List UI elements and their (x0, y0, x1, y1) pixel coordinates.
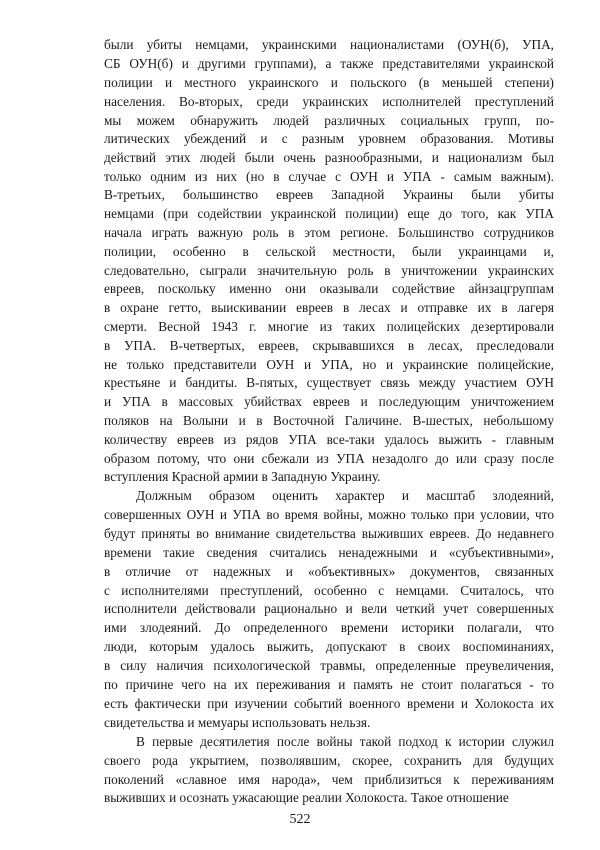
text-line: В первые десятилетия после войны такой подход к истории служил (136, 734, 554, 749)
text-line: крестьяне и бандиты. В-пятых, существует связь между участием ОУН (104, 375, 554, 390)
text-line: совершенных ОУН и УПА во время войны, можно только при условии, что (104, 507, 554, 522)
text-line: в УПА. В-четвертых, евреев, скрывавшихся в лесах, преследовали (104, 338, 554, 353)
text-line: люди, которым удалось выжить, допускают в своих воспоминаниях, (104, 639, 554, 654)
text-line: исполнители действовали рационально и вели четкий учет совершенных (104, 601, 554, 616)
text-line: образом потому, что они сбежали из УПА незадолго до или сразу после (104, 451, 554, 466)
text-line: поляков на Волыни и в Восточной Галичине. В-шестых, небольшому (104, 413, 554, 428)
text-line: по причине чего на их переживания и память не стоит полагаться - то (104, 677, 554, 692)
text-line: евреев, поскольку именно они оказывали содействие айнзацгруппам (104, 281, 554, 296)
text-line: есть фактически при изучении событий военного времени и Холокоста их (104, 696, 554, 711)
text-line: в отличие от надежных и «объективных» документов, связанных (104, 564, 554, 579)
text-line: СБ ОУН(б) и другими группами), а также представителями украинской (104, 56, 554, 71)
text-line: мы можем обнаружить людей различных социальных групп, по- (104, 113, 554, 128)
text-line: населения. Во-вторых, среди украинских исполнителей преступлений (104, 94, 554, 109)
text-line: полиции, особенно в сельской местности, были украинцами и, (104, 244, 554, 259)
text-line: Должным образом оценить характер и масштаб злодеяний, (136, 488, 554, 503)
text-line: в охране гетто, выискивании евреев в лесах и отправке их в лагеря (104, 300, 554, 315)
text-line: В-третьих, большинство евреев Западной Украины были убиты (104, 187, 554, 202)
text-line: литических убеждений и с разным уровнем образования. Мотивы (104, 131, 554, 146)
text-line: в силу наличия психологической травмы, определенные преувеличения, (104, 658, 554, 673)
page-number: 522 (289, 812, 311, 827)
text-line: свидетельства и мемуары использовать нельзя. (104, 715, 371, 730)
text-line: выживших и осознать ужасающие реалии Холокоста. Такое отношение (104, 790, 509, 805)
text-line: немцами (при содействии украинской полиции) еще до того, как УПА (104, 206, 554, 221)
text-line: начала играть важную роль в этом регионе. Большинство сотрудников (104, 225, 554, 240)
text-line: только одним из них (но в случае с ОУН и УПА - самым важным). (104, 169, 554, 184)
text-line: своего рода укрытием, позволявшим, скорее, сохранить для будущих (104, 753, 554, 768)
text-line: следовательно, сыграли значительную роль в уничтожении украинских (104, 263, 554, 278)
text-line: времени такие сведения считались ненадежными и «субъективными», (104, 545, 554, 560)
text-line: ими злодеяний. До определенного времени историки полагали, что (104, 620, 554, 635)
text-line: и УПА в массовых убийствах евреев и последующим уничтожением (104, 394, 554, 409)
text-line: были убиты немцами, украинскими националистами (ОУН(б), УПА, (104, 37, 554, 52)
text-line: с исполнителями преступлений, особенно с немцами. Считалось, что (104, 583, 554, 598)
text-line: смерти. Весной 1943 г. многие из таких полицейских дезертировали (104, 319, 554, 334)
text-line: поколений «славное имя народа», чем приблизиться к переживаниям (104, 772, 554, 787)
text-line: вступления Красной армии в Западную Украину. (104, 469, 381, 484)
text-line: количеству евреев из рядов УПА все-таки удалось выжить - главным (104, 432, 554, 447)
text-line: действий этих людей были очень разнообразными, и национализм был (104, 150, 554, 165)
text-line: не только представители ОУН и УПА, но и украинские полицейские, (104, 357, 554, 372)
text-line: полиции и местного украинского и польского (в меньшей степени) (104, 75, 554, 90)
text-line: будут приняты во внимание свидетельства выживших евреев. До недавнего (104, 526, 554, 541)
